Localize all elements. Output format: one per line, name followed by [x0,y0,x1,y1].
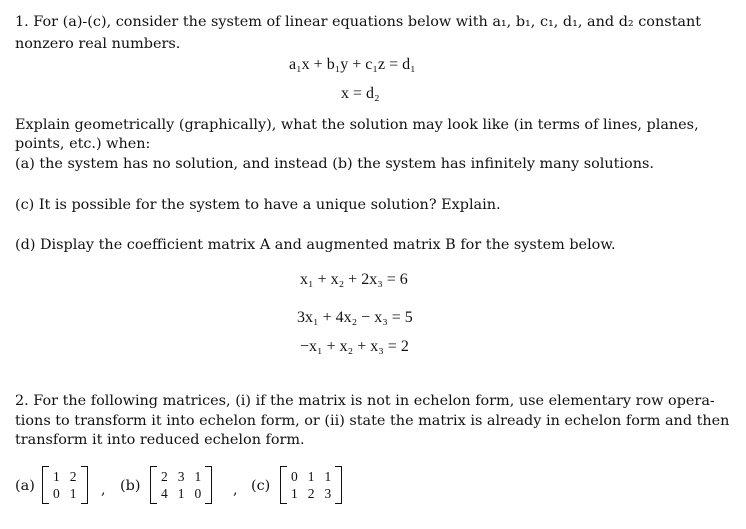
matrix-b [150,466,212,504]
matrix-b-cell: 1 [194,468,202,484]
matrix-b-cell: 4 [161,485,168,501]
matrix-b-label: (b) [120,478,141,494]
matrix-c-cell: 1 [324,468,332,484]
matrix-b-cell: 2 [161,468,168,484]
matrix-c [280,466,342,504]
comma: , [233,482,238,498]
matrix-b-cell: 0 [194,485,202,501]
q1-part-c: (c) It is possible for the system to have a unique solution? Explain. [15,197,501,213]
q1-intro-line2: nonzero real numbers. [15,36,181,52]
equation-2: x = d₂ [341,85,380,102]
matrix-b-cell: 3 [177,468,185,484]
matrix-c-cell: 0 [291,468,298,484]
matrix-c-label: (c) [251,478,271,494]
equation-1: a₁x + b₁y + c₁z = d₁ [289,56,416,73]
comma: , [101,482,106,498]
q2-line3: transform it into reduced echelon form. [15,432,305,448]
q1-part-ab: (a) the system has no solution, and instead (b) the system has infinitely many solutions. [15,156,654,172]
q1-part-d: (d) Display the coefficient matrix A and augmented matrix B for the system below. [15,237,616,253]
matrix-a [42,466,88,504]
matrix-c-cell: 1 [291,485,298,501]
q2-line2: tions to transform it into echelon form, or (ii) state the matrix is already in echelon form and then [15,413,730,429]
q1-intro-line1: 1. For (a)-(c), consider the system of linear equations below with a₁, b₁, c₁, d₁, and d₂ constant [15,14,702,30]
matrix-a-cell: 0 [53,485,60,501]
matrix-a-cell: 2 [69,468,77,484]
matrix-a-cell: 1 [69,485,77,501]
matrix-c-cell: 1 [307,468,315,484]
matrix-b-cell: 1 [177,485,185,501]
q2-line1: 2. For the following matrices, (i) if the matrix is not in echelon form, use elementary row opera- [15,393,715,409]
q1-explain-line2: points, etc.) when: [15,136,151,152]
system-equation-3: −x₁ + x₂ + x₃ = 2 [300,338,409,355]
q1-explain-line1: Explain geometrically (graphically), what the solution may look like (in terms of lines, planes, [15,117,699,133]
system-equation-1: x₁ + x₂ + 2x₃ = 6 [300,271,408,288]
matrix-a-label: (a) [15,478,35,494]
system-equation-2: 3x₁ + 4x₂ − x₃ = 5 [297,309,413,326]
matrix-a-cell: 1 [53,468,60,484]
matrix-c-cell: 2 [307,485,315,501]
matrix-c-cell: 3 [324,485,332,501]
